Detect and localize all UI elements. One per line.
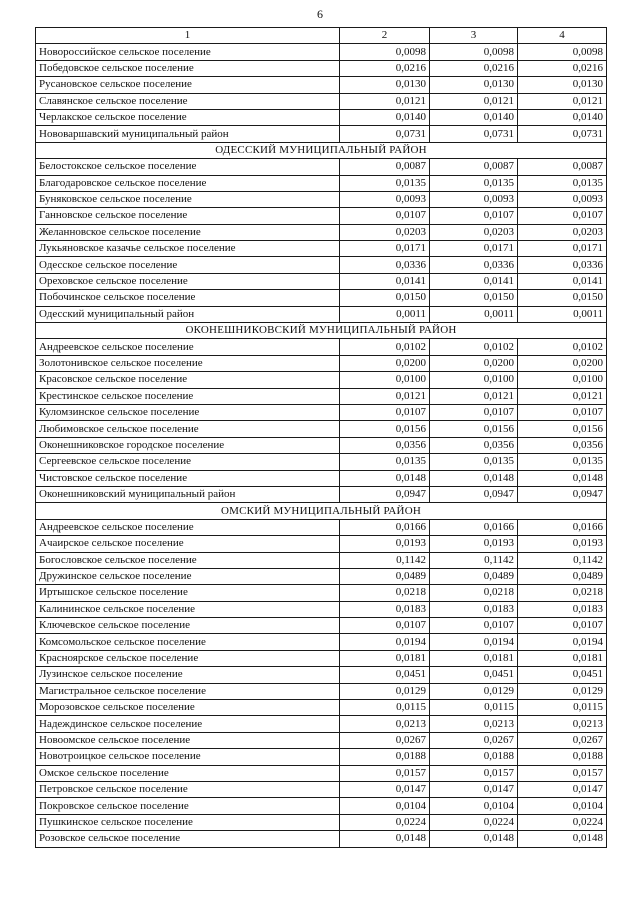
value-cell-col-3: 0,0489 (430, 568, 518, 584)
value-cell-col-3: 0,0121 (430, 93, 518, 109)
table-row (36, 814, 607, 830)
table-row (36, 60, 607, 76)
settlement-name-cell: Омское сельское поселение (36, 765, 340, 781)
value-cell-col-3: 0,0731 (430, 126, 518, 142)
value-cell-col-2: 0,0183 (340, 601, 430, 617)
value-cell-col-4: 0,0947 (518, 486, 607, 502)
table-row (36, 224, 607, 240)
value-cell-col-2: 0,0093 (340, 191, 430, 207)
value-cell-col-4: 0,0356 (518, 437, 607, 453)
value-cell-col-3: 0,0200 (430, 355, 518, 371)
value-cell-col-2: 0,0129 (340, 683, 430, 699)
value-cell-col-3: 0,0147 (430, 781, 518, 797)
table-row (36, 273, 607, 289)
table-row (36, 650, 607, 666)
value-cell-col-3: 0,0157 (430, 765, 518, 781)
value-cell-col-4: 0,0147 (518, 781, 607, 797)
table-row (36, 519, 607, 535)
value-cell-col-4: 0,0156 (518, 421, 607, 437)
value-cell-col-3: 0,0107 (430, 618, 518, 634)
column-header-1: 1 (36, 28, 340, 44)
table-row (36, 109, 607, 125)
value-cell-col-4: 0,0100 (518, 372, 607, 388)
value-cell-col-4: 0,0203 (518, 224, 607, 240)
value-cell-col-3: 0,0171 (430, 241, 518, 257)
table-row (36, 257, 607, 273)
value-cell-col-2: 0,0489 (340, 568, 430, 584)
table-row (36, 536, 607, 552)
value-cell-col-2: 0,0140 (340, 109, 430, 125)
settlement-name-cell: Морозовское сельское поселение (36, 700, 340, 716)
value-cell-col-3: 0,0141 (430, 273, 518, 289)
value-cell-col-4: 0,0213 (518, 716, 607, 732)
table-row (36, 355, 607, 371)
value-cell-col-2: 0,0141 (340, 273, 430, 289)
value-cell-col-2: 0,0224 (340, 814, 430, 830)
value-cell-col-3: 0,0218 (430, 585, 518, 601)
value-cell-col-2: 0,0115 (340, 700, 430, 716)
value-cell-col-4: 0,0224 (518, 814, 607, 830)
value-cell-col-2: 0,0148 (340, 831, 430, 847)
settlement-name-cell: Славянское сельское поселение (36, 93, 340, 109)
value-cell-col-4: 0,0157 (518, 765, 607, 781)
value-cell-col-3: 0,0156 (430, 421, 518, 437)
settlement-name-cell: Покровское сельское поселение (36, 798, 340, 814)
section-title: ОДЕССКИЙ МУНИЦИПАЛЬНЫЙ РАЙОН (36, 142, 607, 158)
value-cell-col-4: 0,0141 (518, 273, 607, 289)
value-cell-col-4: 0,0183 (518, 601, 607, 617)
value-cell-col-3: 0,0102 (430, 339, 518, 355)
value-cell-col-3: 0,0216 (430, 60, 518, 76)
value-cell-col-3: 0,0130 (430, 77, 518, 93)
table-row (36, 732, 607, 748)
settlement-name-cell: Крестинское сельское поселение (36, 388, 340, 404)
table-row (36, 700, 607, 716)
settlement-name-cell: Победовское сельское поселение (36, 60, 340, 76)
value-cell-col-2: 0,0087 (340, 159, 430, 175)
section-title: ОКОНЕШНИКОВСКИЙ МУНИЦИПАЛЬНЫЙ РАЙОН (36, 323, 607, 339)
value-cell-col-4: 0,0129 (518, 683, 607, 699)
section-title: ОМСКИЙ МУНИЦИПАЛЬНЫЙ РАЙОН (36, 503, 607, 519)
page-number: 6 (317, 7, 323, 21)
table-row (36, 454, 607, 470)
value-cell-col-4: 0,1142 (518, 552, 607, 568)
value-cell-col-4: 0,0115 (518, 700, 607, 716)
table-row (36, 437, 607, 453)
value-cell-col-2: 0,0193 (340, 536, 430, 552)
table-row (36, 159, 607, 175)
value-cell-col-4: 0,0489 (518, 568, 607, 584)
section-header-row (36, 503, 607, 519)
value-cell-col-4: 0,0200 (518, 355, 607, 371)
settlement-name-cell: Дружинское сельское поселение (36, 568, 340, 584)
value-cell-col-2: 0,0121 (340, 388, 430, 404)
value-cell-col-4: 0,0148 (518, 470, 607, 486)
value-cell-col-3: 0,0336 (430, 257, 518, 273)
value-cell-col-3: 0,0213 (430, 716, 518, 732)
value-cell-col-4: 0,0193 (518, 536, 607, 552)
settlement-name-cell: Лукьяновское казачье сельское поселение (36, 241, 340, 257)
settlement-name-cell: Благодаровское сельское поселение (36, 175, 340, 191)
table-row (36, 339, 607, 355)
table-row (36, 831, 607, 847)
value-cell-col-2: 0,0098 (340, 44, 430, 60)
settlement-name-cell: Пушкинское сельское поселение (36, 814, 340, 830)
value-cell-col-2: 0,0267 (340, 732, 430, 748)
table-row (36, 191, 607, 207)
value-cell-col-3: 0,0224 (430, 814, 518, 830)
value-cell-col-3: 0,0181 (430, 650, 518, 666)
value-cell-col-3: 0,0107 (430, 404, 518, 420)
section-header-row (36, 142, 607, 158)
value-cell-col-3: 0,0115 (430, 700, 518, 716)
value-cell-col-3: 0,0150 (430, 290, 518, 306)
value-cell-col-4: 0,0166 (518, 519, 607, 535)
value-cell-col-3: 0,0148 (430, 831, 518, 847)
value-cell-col-4: 0,0107 (518, 208, 607, 224)
value-cell-col-2: 0,0451 (340, 667, 430, 683)
settlement-name-cell: Русановское сельское поселение (36, 77, 340, 93)
value-cell-col-4: 0,0098 (518, 44, 607, 60)
value-cell-col-3: 0,0183 (430, 601, 518, 617)
value-cell-col-2: 0,0336 (340, 257, 430, 273)
table-row (36, 781, 607, 797)
settlement-name-cell: Одесское сельское поселение (36, 257, 340, 273)
value-cell-col-3: 0,0140 (430, 109, 518, 125)
table-row (36, 765, 607, 781)
value-cell-col-2: 0,0104 (340, 798, 430, 814)
value-cell-col-4: 0,0102 (518, 339, 607, 355)
table-row (36, 306, 607, 322)
table-row (36, 618, 607, 634)
table-row (36, 93, 607, 109)
value-cell-col-4: 0,0087 (518, 159, 607, 175)
table-row (36, 77, 607, 93)
value-cell-col-3: 0,0011 (430, 306, 518, 322)
value-cell-col-2: 0,0356 (340, 437, 430, 453)
value-cell-col-2: 0,0156 (340, 421, 430, 437)
table-row (36, 667, 607, 683)
value-cell-col-4: 0,0107 (518, 404, 607, 420)
section-header-row (36, 323, 607, 339)
settlement-name-cell: Комсомольское сельское поселение (36, 634, 340, 650)
value-cell-col-2: 0,0147 (340, 781, 430, 797)
table-row (36, 126, 607, 142)
settlement-name-cell: Ореховское сельское поселение (36, 273, 340, 289)
settlement-name-cell: Новоомское сельское поселение (36, 732, 340, 748)
value-cell-col-3: 0,0203 (430, 224, 518, 240)
value-cell-col-2: 0,0947 (340, 486, 430, 502)
settlement-name-cell: Оконешниковское городское поселение (36, 437, 340, 453)
value-cell-col-3: 0,0129 (430, 683, 518, 699)
value-cell-col-3: 0,0193 (430, 536, 518, 552)
value-cell-col-4: 0,0148 (518, 831, 607, 847)
data-table (35, 27, 607, 848)
settlement-name-cell: Андреевское сельское поселение (36, 519, 340, 535)
table-row (36, 798, 607, 814)
value-cell-col-4: 0,0171 (518, 241, 607, 257)
value-cell-col-3: 0,0135 (430, 175, 518, 191)
value-cell-col-2: 0,0148 (340, 470, 430, 486)
value-cell-col-2: 0,0150 (340, 290, 430, 306)
value-cell-col-3: 0,0093 (430, 191, 518, 207)
table-row (36, 470, 607, 486)
value-cell-col-3: 0,0947 (430, 486, 518, 502)
settlement-name-cell: Буняковское сельское поселение (36, 191, 340, 207)
value-cell-col-2: 0,0188 (340, 749, 430, 765)
value-cell-col-2: 0,0130 (340, 77, 430, 93)
settlement-name-cell: Одесский муниципальный район (36, 306, 340, 322)
settlement-name-cell: Ачаирское сельское поселение (36, 536, 340, 552)
settlement-name-cell: Побочинское сельское поселение (36, 290, 340, 306)
settlement-name-cell: Черлакское сельское поселение (36, 109, 340, 125)
table-row (36, 552, 607, 568)
value-cell-col-4: 0,0121 (518, 93, 607, 109)
value-cell-col-2: 0,0731 (340, 126, 430, 142)
settlement-name-cell: Сергеевское сельское поселение (36, 454, 340, 470)
value-cell-col-2: 0,0135 (340, 175, 430, 191)
settlement-name-cell: Куломзинское сельское поселение (36, 404, 340, 420)
settlement-name-cell: Золотонивское сельское поселение (36, 355, 340, 371)
value-cell-col-3: 0,0148 (430, 470, 518, 486)
value-cell-col-4: 0,0216 (518, 60, 607, 76)
value-cell-col-2: 0,0135 (340, 454, 430, 470)
table-row (36, 241, 607, 257)
settlement-name-cell: Красовское сельское поселение (36, 372, 340, 388)
table-row (36, 290, 607, 306)
column-header-4: 4 (518, 28, 607, 44)
value-cell-col-3: 0,0451 (430, 667, 518, 683)
table-row (36, 585, 607, 601)
value-cell-col-4: 0,0267 (518, 732, 607, 748)
table-row (36, 372, 607, 388)
value-cell-col-2: 0,0181 (340, 650, 430, 666)
table-row (36, 683, 607, 699)
value-cell-col-3: 0,1142 (430, 552, 518, 568)
value-cell-col-2: 0,0107 (340, 404, 430, 420)
value-cell-col-2: 0,0107 (340, 208, 430, 224)
value-cell-col-2: 0,1142 (340, 552, 430, 568)
settlement-name-cell: Новороссийское сельское поселение (36, 44, 340, 60)
value-cell-col-2: 0,0157 (340, 765, 430, 781)
settlement-name-cell: Новотроицкое сельское поселение (36, 749, 340, 765)
value-cell-col-3: 0,0194 (430, 634, 518, 650)
settlement-name-cell: Ганновское сельское поселение (36, 208, 340, 224)
settlement-name-cell: Желанновское сельское поселение (36, 224, 340, 240)
value-cell-col-4: 0,0150 (518, 290, 607, 306)
settlement-name-cell: Иртышское сельское поселение (36, 585, 340, 601)
settlement-name-cell: Петровское сельское поселение (36, 781, 340, 797)
value-cell-col-3: 0,0267 (430, 732, 518, 748)
value-cell-col-4: 0,0188 (518, 749, 607, 765)
table-row (36, 208, 607, 224)
value-cell-col-4: 0,0140 (518, 109, 607, 125)
table-row (36, 175, 607, 191)
value-cell-col-4: 0,0181 (518, 650, 607, 666)
value-cell-col-4: 0,0121 (518, 388, 607, 404)
value-cell-col-3: 0,0104 (430, 798, 518, 814)
value-cell-col-4: 0,0093 (518, 191, 607, 207)
value-cell-col-4: 0,0218 (518, 585, 607, 601)
value-cell-col-4: 0,0135 (518, 454, 607, 470)
settlement-name-cell: Оконешниковский муниципальный район (36, 486, 340, 502)
value-cell-col-2: 0,0200 (340, 355, 430, 371)
settlement-name-cell: Ключевское сельское поселение (36, 618, 340, 634)
table-row (36, 404, 607, 420)
table-header-row (36, 28, 607, 44)
settlement-name-cell: Андреевское сельское поселение (36, 339, 340, 355)
settlement-name-cell: Лузинское сельское поселение (36, 667, 340, 683)
value-cell-col-2: 0,0011 (340, 306, 430, 322)
value-cell-col-4: 0,0107 (518, 618, 607, 634)
value-cell-col-3: 0,0166 (430, 519, 518, 535)
value-cell-col-2: 0,0213 (340, 716, 430, 732)
value-cell-col-2: 0,0121 (340, 93, 430, 109)
settlement-name-cell: Чистовское сельское поселение (36, 470, 340, 486)
value-cell-col-2: 0,0194 (340, 634, 430, 650)
value-cell-col-2: 0,0107 (340, 618, 430, 634)
value-cell-col-4: 0,0104 (518, 798, 607, 814)
value-cell-col-2: 0,0203 (340, 224, 430, 240)
table-row (36, 749, 607, 765)
value-cell-col-3: 0,0121 (430, 388, 518, 404)
settlement-name-cell: Богословское сельское поселение (36, 552, 340, 568)
value-cell-col-3: 0,0188 (430, 749, 518, 765)
column-header-3: 3 (430, 28, 518, 44)
value-cell-col-3: 0,0107 (430, 208, 518, 224)
value-cell-col-4: 0,0194 (518, 634, 607, 650)
value-cell-col-4: 0,0731 (518, 126, 607, 142)
value-cell-col-3: 0,0100 (430, 372, 518, 388)
value-cell-col-2: 0,0218 (340, 585, 430, 601)
table-row (36, 634, 607, 650)
value-cell-col-4: 0,0451 (518, 667, 607, 683)
value-cell-col-2: 0,0216 (340, 60, 430, 76)
table-row (36, 44, 607, 60)
table-row (36, 486, 607, 502)
table-row (36, 421, 607, 437)
value-cell-col-3: 0,0087 (430, 159, 518, 175)
settlement-name-cell: Белостокское сельское поселение (36, 159, 340, 175)
settlement-name-cell: Нововаршавский муниципальный район (36, 126, 340, 142)
settlement-name-cell: Красноярское сельское поселение (36, 650, 340, 666)
value-cell-col-4: 0,0336 (518, 257, 607, 273)
settlement-name-cell: Розовское сельское поселение (36, 831, 340, 847)
settlement-name-cell: Надеждинское сельское поселение (36, 716, 340, 732)
settlement-name-cell: Любимовское сельское поселение (36, 421, 340, 437)
table-row (36, 388, 607, 404)
settlement-name-cell: Магистральное сельское поселение (36, 683, 340, 699)
value-cell-col-3: 0,0135 (430, 454, 518, 470)
value-cell-col-4: 0,0135 (518, 175, 607, 191)
table-row (36, 601, 607, 617)
table-row (36, 568, 607, 584)
column-header-2: 2 (340, 28, 430, 44)
settlement-name-cell: Калининское сельское поселение (36, 601, 340, 617)
value-cell-col-4: 0,0011 (518, 306, 607, 322)
value-cell-col-3: 0,0356 (430, 437, 518, 453)
value-cell-col-4: 0,0130 (518, 77, 607, 93)
value-cell-col-2: 0,0102 (340, 339, 430, 355)
value-cell-col-3: 0,0098 (430, 44, 518, 60)
value-cell-col-2: 0,0171 (340, 241, 430, 257)
value-cell-col-2: 0,0166 (340, 519, 430, 535)
table-row (36, 716, 607, 732)
value-cell-col-2: 0,0100 (340, 372, 430, 388)
